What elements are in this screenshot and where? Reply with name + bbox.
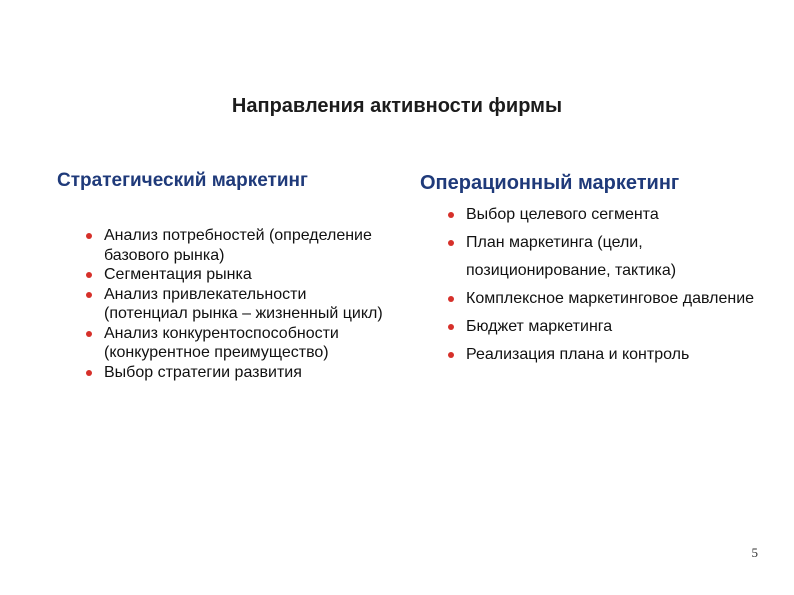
list-item — [446, 229, 766, 285]
list-item — [446, 313, 766, 341]
list-item-text: Выбор стратегии развития — [104, 363, 302, 381]
list-item — [446, 341, 766, 369]
list-item-text: План маркетинга (цели, позиционирование, тактика) — [466, 234, 677, 279]
operational-marketing-list — [446, 201, 766, 369]
operational-marketing-heading: Операционный маркетинг — [420, 172, 680, 194]
slide-title: Направления активности фирмы — [231, 95, 563, 117]
bullet-icon — [86, 331, 92, 337]
list-item — [84, 265, 384, 285]
strategic-marketing-heading: Стратегический маркетинг — [57, 170, 308, 191]
bullet-icon — [86, 292, 92, 298]
list-item — [84, 324, 384, 363]
bullet-icon — [86, 233, 92, 239]
list-item-text: Выбор целевого сегмента — [466, 206, 659, 223]
bullet-icon — [448, 240, 454, 246]
bullet-icon — [86, 272, 92, 278]
list-item-text: Комплексное маркетинговое давление — [466, 290, 755, 307]
list-item-text: Анализ привлекательности (потенциал рынка – жизненный цикл) — [104, 285, 383, 322]
list-item — [446, 201, 766, 229]
bullet-icon — [448, 324, 454, 330]
bullet-icon — [448, 352, 454, 358]
bullet-icon — [448, 212, 454, 218]
page-number: 5 — [751, 545, 758, 560]
list-item-text: Реализация плана и контроль — [466, 346, 690, 363]
list-item — [84, 285, 384, 324]
list-item — [84, 226, 384, 265]
strategic-marketing-list — [84, 226, 384, 382]
list-item — [84, 363, 384, 383]
bullet-icon — [448, 296, 454, 302]
list-item — [446, 285, 766, 313]
list-item-text: Сегментация рынка — [104, 266, 252, 283]
list-item-text: Анализ конкурентоспособности (конкурентное преимущество) — [104, 324, 339, 361]
list-item-text: Анализ потребностей (определение базового рынка) — [104, 227, 372, 264]
list-item-text: Бюджет маркетинга — [466, 318, 613, 335]
bullet-icon — [86, 370, 92, 376]
